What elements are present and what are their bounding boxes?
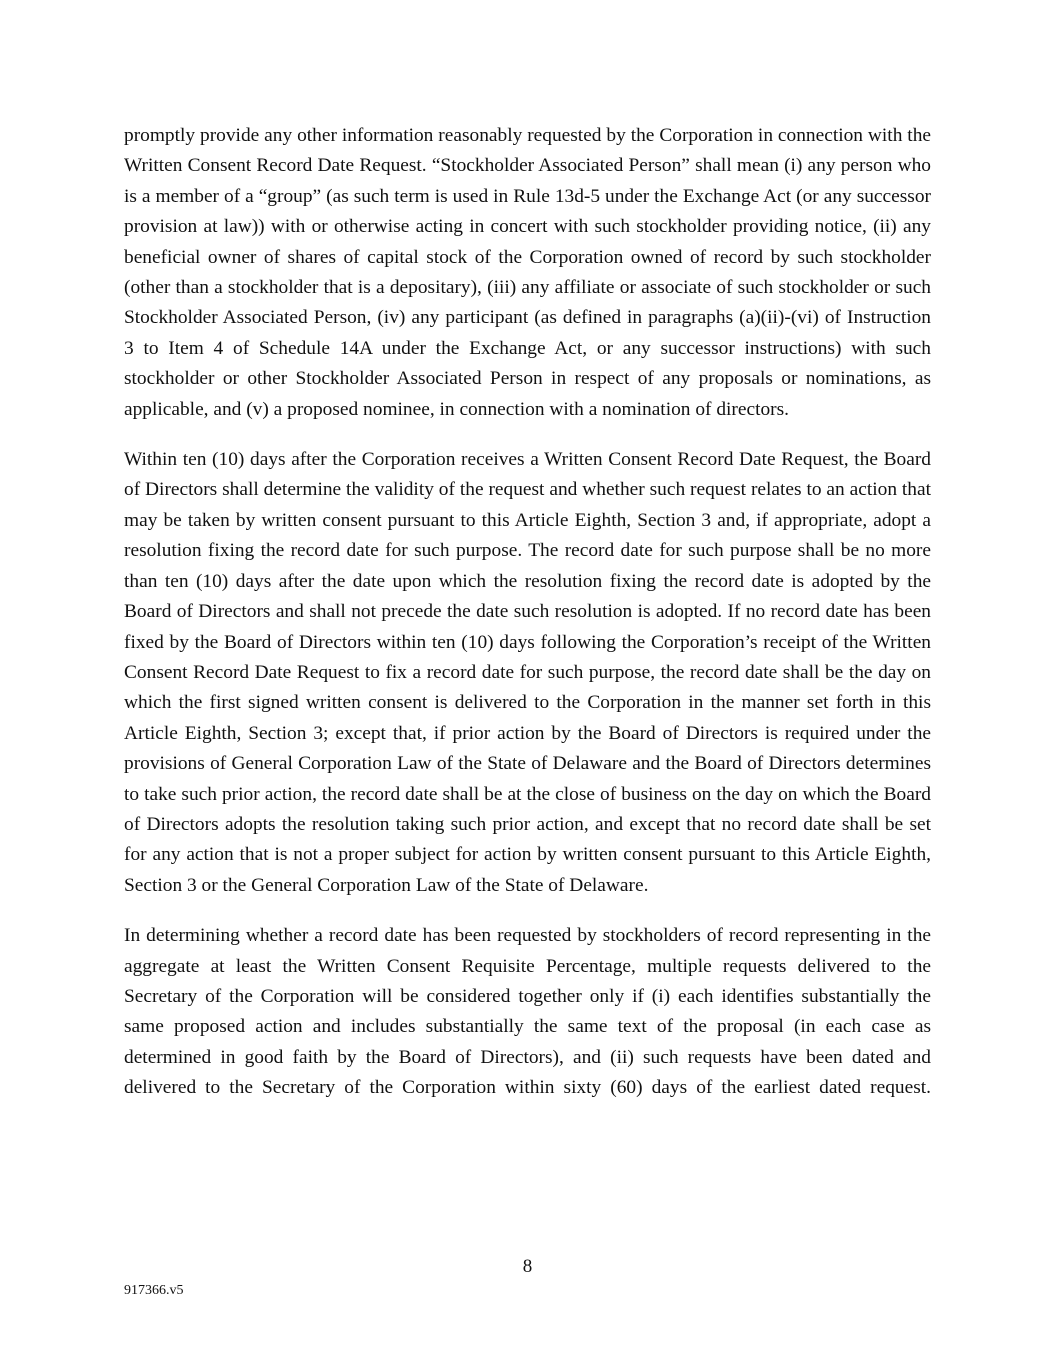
paragraph-record-date-determination: Within ten (10) days after the Corporation receives a Written Consent Record Date Request, the Board of Directors shall determine the validity of the request and whether such request relates to an action that may be taken by written consent pursuant to this Article Eighth, Section 3 and, if appropriate, adopt a resolution fixing the record date for such purpose. The record date for such purpose shall be no more than ten (10) days after the date upon which the resolution fixing the record date is adopted by the Board of Directors and shall not precede the date such resolution is adopted. If no record date has been fixed by the Board of Directors within ten (10) days following the Corporation’s receipt of the Written Consent Record Date Request to fix a record date for such purpose, the record date shall be the day on which the first signed written consent is delivered to the Corporation in the manner set forth in this Article Eighth, Section 3; except that, if prior action by the Board of Directors is required under the provisions of General Corporation Law of the State of Delaware and the Board of Directors determines to take such prior action, the record date shall be at the close of business on the day on which the Board of Directors adopts the resolution taking such prior action, and except that no record date shall be set for any action that is not a proper subject for action by written consent pursuant to this Article Eighth, Section 3 or the General Corporation Law of the State of Delaware. bbox=[124, 449, 931, 896]
document-body bbox=[124, 121, 931, 1104]
document-id: 917366.v5 bbox=[124, 1283, 184, 1298]
paragraph-multiple-requests: In determining whether a record date has been requested by stockholders of record representing in the aggregate at least the Written Consent Requisite Percentage, multiple requests delivered to the Secretary of the Corporation will be considered together only if (i) each identifies substantially the same proposed action and includes substantially the same text of the proposal (in each case as determined in good faith by the Board of Directors), and (ii) such requests have been dated and delivered to the Secretary of the Corporation within sixty (60) days of the earliest dated request. bbox=[124, 925, 931, 1099]
paragraph-stockholder-associated-person: promptly provide any other information reasonably requested by the Corporation in connection with the Written Consent Record Date Request. “Stockholder Associated Person” shall mean (i) any person who is a member of a “group” (as such term is used in Rule 13d-5 under the Exchange Act (or any successor provision at law)) with or otherwise acting in concert with such stockholder providing notice, (ii) any beneficial owner of shares of capital stock of the Corporation owned of record by such stockholder (other than a stockholder that is a depositary), (iii) any affiliate or associate of such stockholder or such Stockholder Associated Person, (iv) any participant (as defined in paragraphs (a)(ii)-(vi) of Instruction 3 to Item 4 of Schedule 14A under the Exchange Act, or any successor instructions) with such stockholder or other Stockholder Associated Person in respect of any proposals or nominations, as applicable, and (v) a proposed nominee, in connection with a nomination of directors. bbox=[124, 125, 931, 420]
page-number: 8 bbox=[522, 1256, 533, 1277]
